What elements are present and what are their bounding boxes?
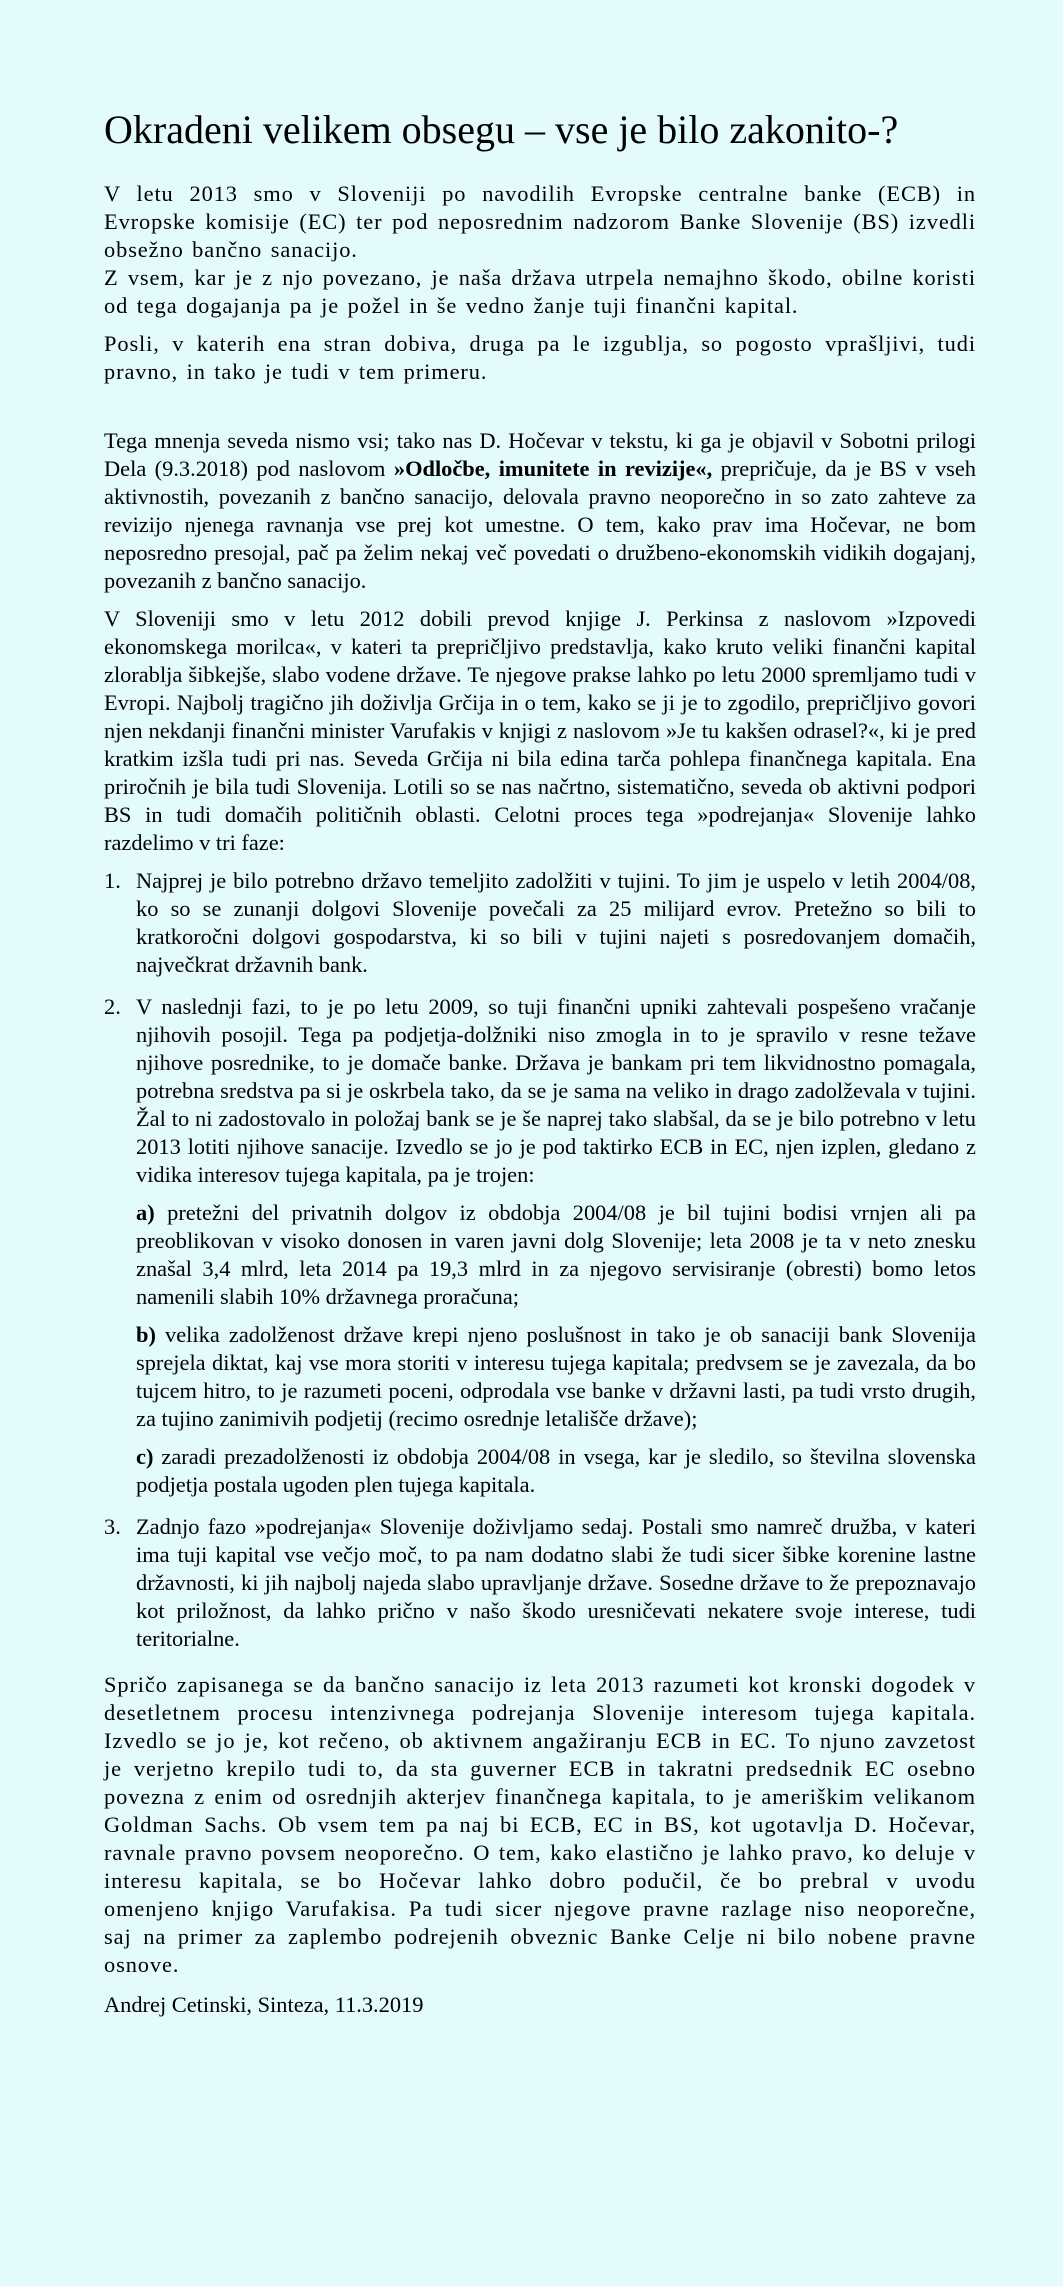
list-item-phase-3	[104, 1513, 976, 1653]
intro-paragraph-3: Posli, v katerih ena stran dobiva, druga pa le izgublja, so pogosto vprašljivi, tudi pravno, in tako je tudi v tem primeru.	[104, 331, 976, 384]
paragraph-hocevar-part-1: Tega mnenja seveda nismo vsi; tako nas D. Hočevar v tekstu, ki ga je objavil v Sobotni prilogi Dela (9.3.2018) pod naslovom	[104, 428, 976, 481]
list-number: 1.	[104, 868, 121, 893]
article-body	[104, 180, 976, 2019]
conclusion-paragraph: Spričo zapisanega se da bančno sanacijo iz leta 2013 razumeti kot kronski dogodek v desetletnem procesu intenzivnega podrejanja Slovenije interesom tujega kapitala. Izvedlo se jo je, kot rečeno, ob aktivnem angažiranju ECB in EC. To njuno zavzetost je verjetno krepilo tudi to, da sta guverner ECB in takratni predsednik EC osebno povezna z enim od osrednjih akterjev finančnega kapitala, to je ameriškim velikanom Goldman Sachs. Ob vsem tem pa naj bi ECB, EC in BS, kot ugotavlja D. Hočevar, ravnale pravno povsem neoporečno. O tem, kako elastično je lahko pravo, ko deluje v interesu kapitala, se bo Hočevar lahko dobro podučil, če bo prebral v uvodu omenjeno knjigo Varufakisa. Pa tudi sicer njegove pravne razlage niso neoporečne, saj na primer za zaplembo podrejenih obveznic Banke Celje ni bilo nobene pravne osnove.	[104, 1672, 976, 1977]
sub-item-label: c)	[136, 1444, 154, 1469]
sub-item-c	[136, 1443, 976, 1499]
sub-item-a	[136, 1199, 976, 1311]
list-number: 2.	[104, 994, 121, 1019]
sub-item-label: b)	[136, 1322, 156, 1347]
sub-item-b	[136, 1321, 976, 1433]
list-number: 3.	[104, 1514, 121, 1539]
sub-list	[136, 1199, 976, 1499]
phase-list	[104, 867, 976, 1653]
author-signature: Andrej Cetinski, Sinteza, 11.3.2019	[104, 1992, 424, 2017]
paragraph-hocevar	[104, 427, 976, 595]
intro-paragraph-2: Z vsem, kar je z njo povezano, je naša država utrpela nemajhno škodo, obilne koristi od tega dogajanja pa je požel in še vedno žanje tuji finančni kapital.	[104, 265, 976, 318]
list-item-text: V naslednji fazi, to je po letu 2009, so tuji finančni upniki zahtevali pospešeno vračanje njihovih posojil. Tega pa podjetja-dolžniki niso zmogla in to je spravilo v resne težave njihove posrednike, to je domače banke. Država je bankam pri tem likvidnostno pomagala, potrebna sredstva pa si je oskrbela tako, da se je sama na veliko in drago zadolževala v tujini. Žal to ni zadostovalo in položaj bank se je še naprej tako slabšal, da se je bilo potrebno v letu 2013 lotiti njihove sanacije. Izvedlo se jo je pod taktirko ECB in EC, njen izplen, gledano z vidika interesov tujega kapitala, pa je trojen:	[136, 994, 976, 1187]
list-item-phase-1	[104, 867, 976, 979]
list-item-phase-2	[104, 993, 976, 1499]
cited-article-title: »Odločbe, imunitete in revizije«,	[393, 456, 713, 481]
list-item-text: Zadnjo fazo »podrejanja« Slovenije doživljamo sedaj. Postali smo namreč družba, v kateri ima tuji kapital vse večjo moč, to pa nam dodatno slabi že tudi sicer šibke korenine lastne državnosti, ki jih najbolj najeda slabo upravljanje države. Sosedne države to že prepoznavajo kot priložnost, da lahko prično v našo škodo uresničevati nekatere svoje interese, tudi teritorialne.	[136, 1514, 976, 1651]
sub-item-text: velika zadolženost države krepi njeno poslušnost in tako je ob sanaciji bank Slovenija sprejela diktat, kaj vse mora storiti v interesu tujega kapitala; predvsem se je zavezala, da bo tujcem hitro, to je razumeti poceni, odprodala vse banke v državni lasti, pa tudi vrsto drugih, za tujino zanimivih podjetij (recimo osrednje letališče države);	[136, 1322, 976, 1431]
paragraph-perkins: V Sloveniji smo v letu 2012 dobili prevod knjige J. Perkinsa z naslovom »Izpovedi ekonomskega morilca«, v kateri ta prepričljivo predstavlja, kako kruto veliki finančni kapital zlorablja šibkejše, slabo vodene države. Te njegove prakse lahko po letu 2000 spremljamo tudi v Evropi. Najbolj tragično jih doživlja Grčija in o tem, kako se ji je to zgodilo, prepričljivo govori njen nekdanji finančni minister Varufakis v knjigi z naslovom »Je tu kakšen odrasel?«, ki je pred kratkim izšla tudi pri nas. Seveda Grčija ni bila edina tarča pohlepa finančnega kapitala. Ena priročnih je bila tudi Slovenija. Lotili so se nas načrtno, sistematično, seveda ob aktivni podpori BS in tudi domačih političnih oblasti. Celotni proces tega »podrejanja« Slovenije lahko razdelimo v tri faze:	[104, 606, 976, 855]
list-item-text: Najprej je bilo potrebno državo temeljito zadolžiti v tujini. To jim je uspelo v letih 2004/08, ko so se zunanji dolgovi Slovenije povečali za 25 milijard evrov. Pretežno so bili to kratkoročni dolgovi gospodarstva, ki so bili v tujini najeti s posredovanjem domačih, največkrat državnih bank.	[136, 868, 976, 977]
intro-paragraph-1: V letu 2013 smo v Sloveniji po navodilih Evropske centralne banke (ECB) in Evropske komisije (EC) ter pod neposrednim nadzorom Banke Slovenije (BS) izvedli obsežno bančno sanacijo.	[104, 181, 976, 262]
article-title: Okradeni velikem obsegu – vse je bilo zakonito-?	[104, 107, 899, 152]
sub-item-label: a)	[136, 1200, 155, 1225]
sub-item-text: pretežni del privatnih dolgov iz obdobja 2004/08 je bil tujini bodisi vrnjen ali pa preoblikovan v visoko donosen in varen javni dolg Slovenije; leta 2008 je ta v neto znesku znašal 3,4 mlrd, leta 2014 pa 19,3 mlrd in za njegovo servisiranje (obresti) bomo letos namenili slabih 10% državnega proračuna;	[136, 1200, 976, 1309]
paragraph-hocevar-part-2: prepričuje, da je BS v vseh aktivnostih, povezanih z bančno sanacijo, delovala pravno neoporečno in so zato zahteve za revizijo njenega ravnanja vse prej kot umestne. O tem, kako prav ima Hočevar, ne bom neposredno presojal, pač pa želim nekaj več povedati o družbeno-ekonomskih vidikih dogajanj, povezanih z bančno sanacijo.	[104, 456, 977, 593]
sub-item-text: zaradi prezadolženosti iz obdobja 2004/08 in vsega, kar je sledilo, so številna slovenska podjetja postala ugoden plen tujega kapitala.	[136, 1444, 976, 1497]
